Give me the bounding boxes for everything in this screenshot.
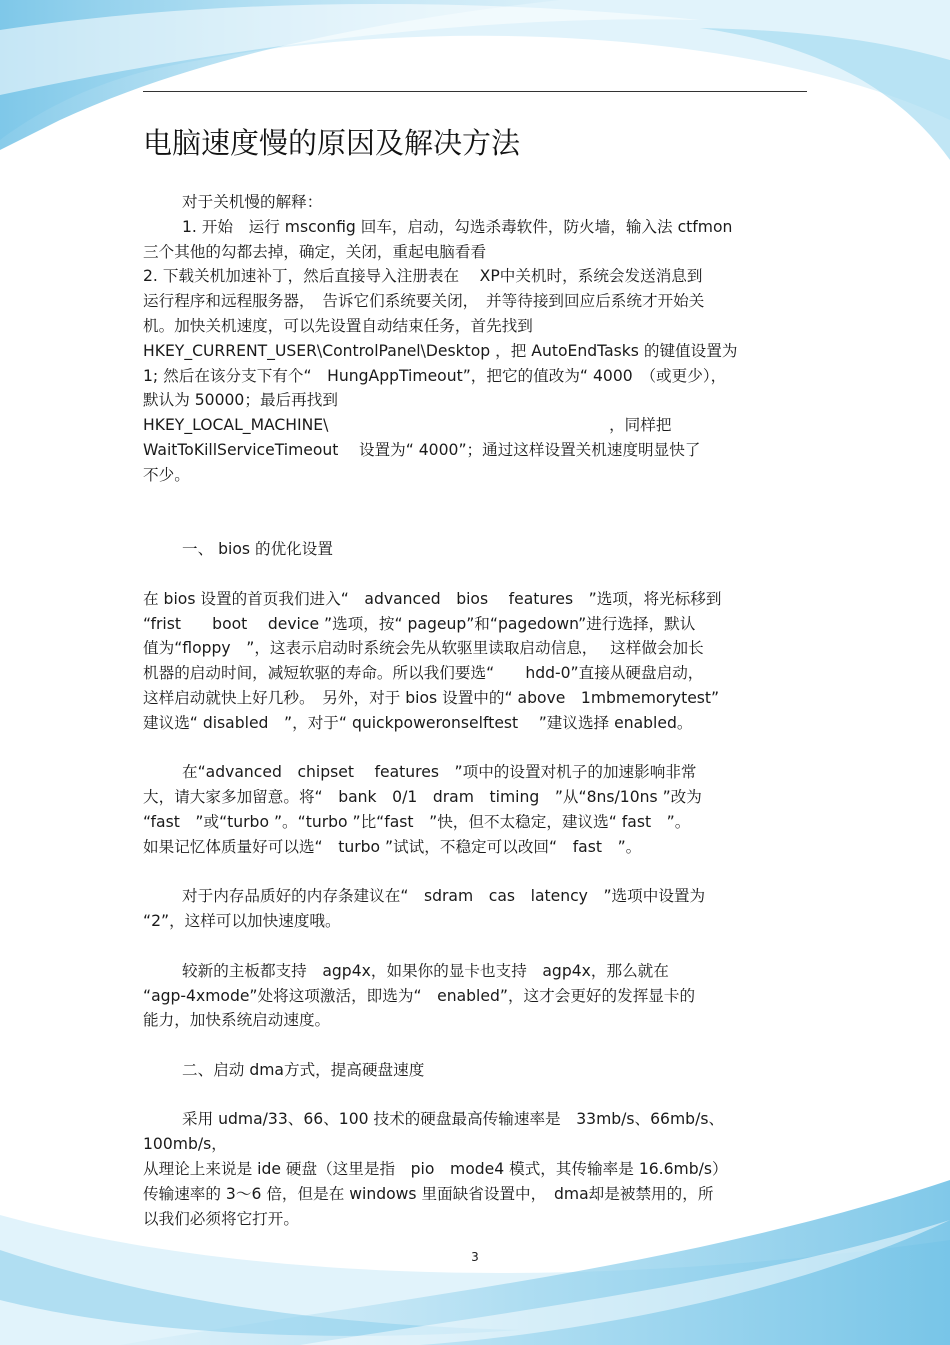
bios-p4-line3: 能力，加快系统启动速度。: [143, 1011, 331, 1030]
dma-p1-line3: 传输速率的 3～6 倍，但是在 windows 里面缺省设置中， dma却是被禁用的，所: [143, 1184, 714, 1203]
document-body: [143, 190, 807, 1231]
bios-p4-line1: 较新的主板都支持 agp4x，如果你的显卡也支持 agp4x，那么就在: [182, 961, 669, 980]
shutdown-step2-line5: 1; 然后在该分支下有个“ HungAppTimeout”，把它的值改为“ 4000 （或更少），: [143, 366, 727, 385]
shutdown-step1-line2: 三个其他的勾都去掉，确定，关闭，重起电脑看看: [143, 242, 487, 261]
shutdown-step2-line7: HKEY_LOCAL_MACHINE\ ，同样把: [143, 416, 672, 435]
dma-section-heading: 二、启动 dma方式，提高硬盘速度: [182, 1060, 425, 1079]
bios-p1-line5: 这样启动就快上好几秒。 另外，对于 bios 设置中的“ above 1mbmemorytest”: [143, 688, 720, 707]
bios-p1-line6: 建议选“ disabled ”，对于“ quickpoweronselftest ”建议选择 enabled。: [143, 713, 693, 732]
dma-p1-line4: 以我们必须将它打开。: [143, 1209, 299, 1228]
bios-p4-line2: “agp-4xmode”处将这项激活，即选为“ enabled”，这才会更好的发挥显卡的: [143, 986, 696, 1005]
bios-p1-line4: 机器的启动时间，减短软驱的寿命。所以我们要选“ hdd-0”直接从硬盘启动，: [143, 664, 704, 683]
shutdown-step2-line1: 2. 下载关机加速补丁，然后直接导入注册表在 XP中关机时，系统会发送消息到: [143, 267, 703, 286]
bios-p2-line3: “fast ”或“turbo ”。“turbo ”比“fast ”快，但不太稳定，建议选“ fast ”。: [143, 812, 691, 831]
bios-p1-line2: “frist boot device ”选项，按“ pageup”和“pagedown”进行选择，默认: [143, 614, 696, 633]
bios-p2-line1: 在“advanced chipset features ”项中的设置对机子的加速影响非常: [182, 763, 697, 782]
dma-p1-line1: 采用 udma/33、66、100 技术的硬盘最高传输速率是 33mb/s、66mb/s、100mb/s，: [143, 1110, 725, 1154]
bios-p3-line1: 对于内存品质好的内存条建议在“ sdram cas latency ”选项中设置为: [182, 887, 706, 906]
bios-section-heading: 一、 bios 的优化设置: [182, 540, 333, 559]
bios-p3-line2: “2”，这样可以加快速度哦。: [143, 912, 341, 931]
shutdown-step2-line6: 默认为 50000；最后再找到: [143, 391, 338, 410]
shutdown-step2-line9: 不少。: [143, 465, 190, 484]
header-rule: [143, 91, 807, 92]
shutdown-intro: 对于关机慢的解释：: [182, 193, 323, 211]
bios-p2-line2: 大，请大家多加留意。将“ bank 0/1 dram timing ”从“8ns/10ns ”改为: [143, 788, 702, 807]
bios-p1-line1: 在 bios 设置的首页我们进入“ advanced bios features ”选项，将光标移到: [143, 589, 722, 608]
dma-p1-line2: 从理论上来说是 ide 硬盘（这里是指 pio mode4 模式，其传输率是 16.6mb/s）: [143, 1160, 728, 1179]
bios-p1-line3: 值为“floppy ”，这表示启动时系统会先从软驱里读取启动信息， 这样做会加长: [143, 639, 704, 658]
shutdown-step1-line1: 1. 开始 运行 msconfig 回车，启动，勾选杀毒软件，防火墙，输入法 ctfmon: [182, 217, 733, 236]
shutdown-step2-line2: 运行程序和远程服务器， 告诉它们系统要关闭， 并等待接到回应后系统才开始关: [143, 292, 705, 311]
shutdown-step2-line3: 机。加快关机速度，可以先设置自动结束任务，首先找到: [143, 316, 533, 335]
shutdown-step2-line8: WaitToKillServiceTimeout 设置为“ 4000”；通过这样设置关机速度明显快了: [143, 440, 701, 459]
shutdown-step2-line4: HKEY_CURRENT_USER\ControlPanel\Desktop ，把 AutoEndTasks 的键值设置为: [143, 341, 738, 360]
page-title: 电脑速度慢的原因及解决方法: [143, 126, 521, 160]
page-number: 3: [471, 1250, 479, 1264]
bios-p2-line4: 如果记忆体质量好可以选“ turbo ”试试，不稳定可以改回“ fast ”。: [143, 837, 642, 856]
